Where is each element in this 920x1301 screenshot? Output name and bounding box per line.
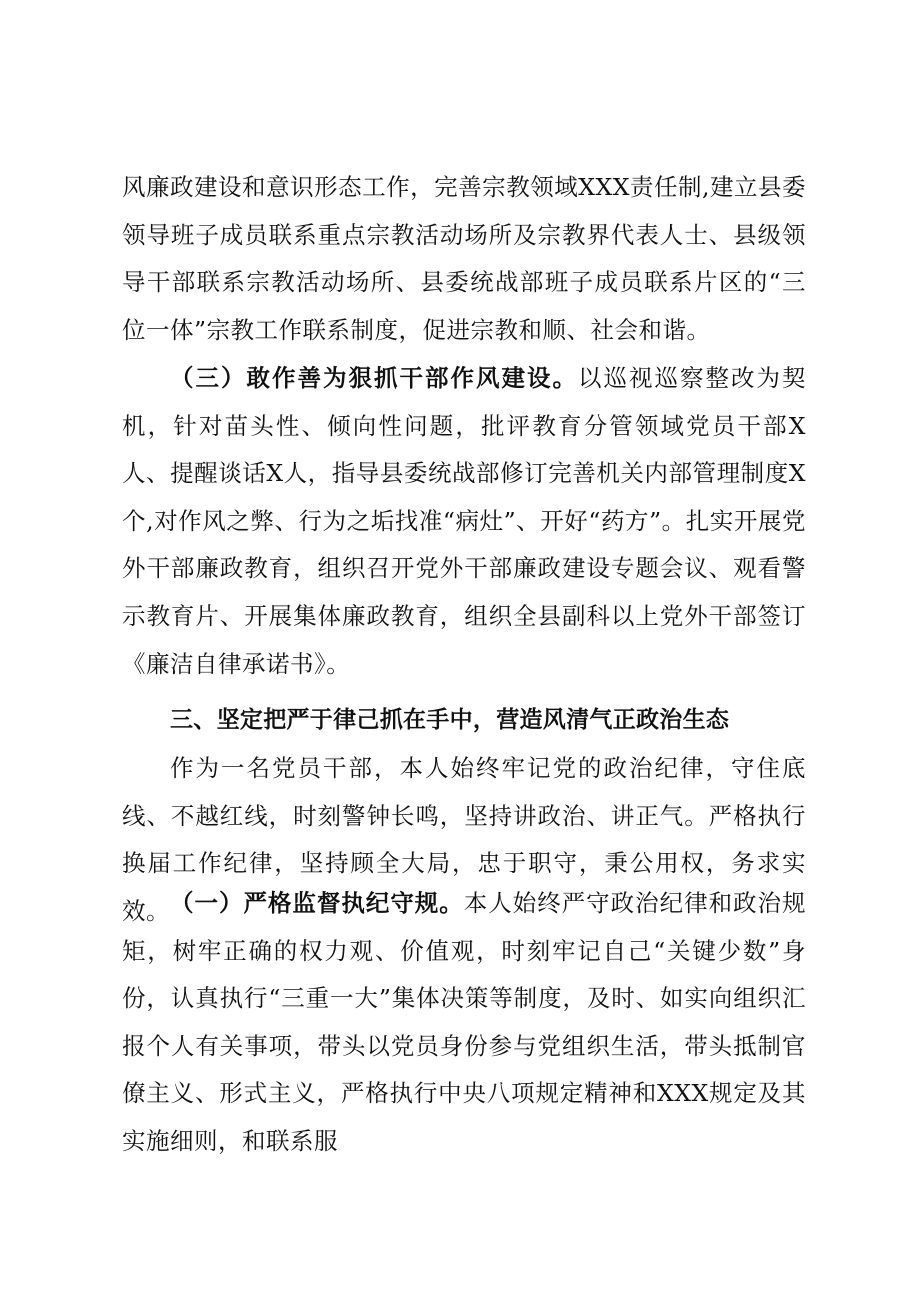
paragraph-supervision [122, 880, 806, 1166]
paragraph-supervision-body: 本人始终严守政治纪律和政治规矩，树牢正确的权力观、价值观，时刻牢记自己“关键少数”身份，认真执行“三重一大”集体决策等制度，及时、如实向组织汇报个人有关事项，带头以党员身份参与党组织生活，带头抵制官僚主义、形式主义，严格执行中央八项规定精神和XXX规定及其实施细则，和联系服 [122, 889, 807, 1155]
subsection-heading-3: （三）敢作善为狠抓干部作风建设。 [170, 364, 578, 392]
paragraph-work-style-body: 以巡视巡察整改为契机，针对苗头性、倾向性问题，批评教育分管领域党员干部X人、提醒谈话X人，指导县委统战部修订完善机关内部管理制度X个,对作风之弊、行为之垢找准“病灶”、开好“药方”。扎实开展党外干部廉政教育，组织召开党外干部廉政建设专题会议、观看警示教育片、开展集体廉政教育，组织全县副科以上党外干部签订《廉洁自律承诺书》。 [122, 364, 806, 678]
paragraph-continued: 风廉政建设和意识形态工作，完善宗教领域XXX责任制,建立县委领导班子成员联系重点宗教活动场所及宗教界代表人士、县级领导干部联系宗教活动场所、县委统战部班子成员联系片区的“三位一体”宗教工作联系制度，促进宗教和顺、社会和谐。 [122, 173, 806, 344]
subsection-heading-1: （一）严格监督执纪守规。 [170, 889, 464, 917]
paragraph-work-style [122, 355, 806, 688]
paragraph-discipline-intro: 作为一名党员干部，本人始终牢记党的政治纪律，守住底线、不越红线，时刻警钟长鸣，坚持讲政治、讲正气。严格执行换届工作纪律，坚持顾全大局，忠于职守，秉公用权，务求实效。 [122, 754, 806, 925]
section-heading-3: 三、坚定把严于律己抓在手中，营造风清气正政治生态 [170, 707, 730, 733]
